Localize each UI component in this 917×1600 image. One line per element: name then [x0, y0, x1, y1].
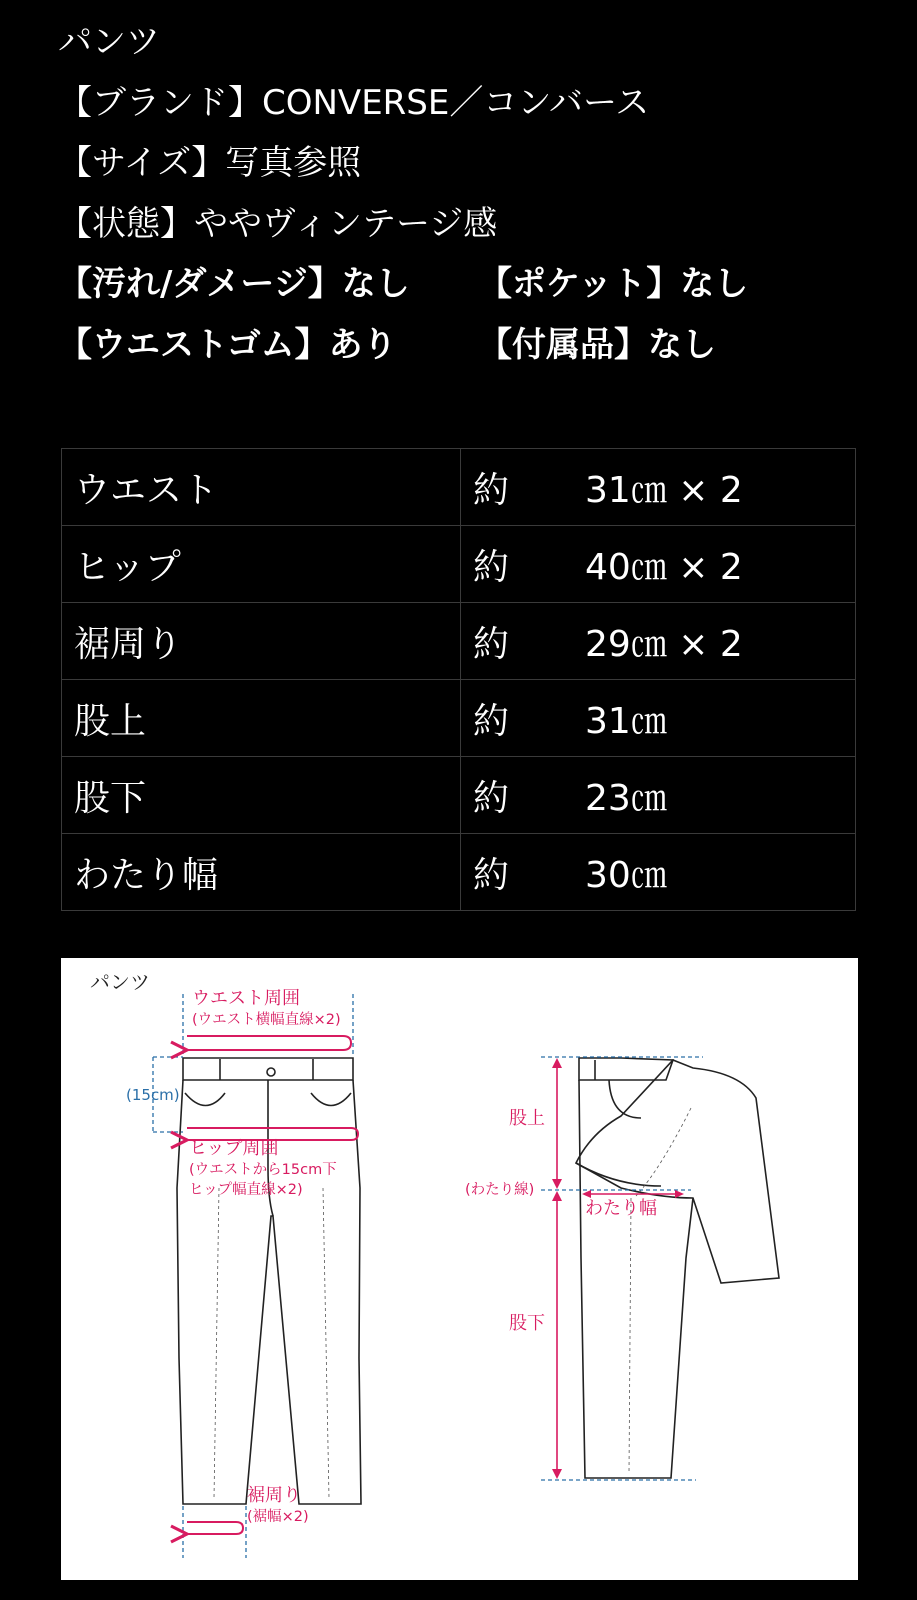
- hem-label: 裾周り: [247, 1485, 301, 1506]
- measure-name: ヒップ: [62, 526, 461, 603]
- size-row: [62, 449, 856, 526]
- approx-mark: 約: [473, 546, 510, 588]
- measure-value: 31㎝ × 2: [585, 469, 743, 511]
- measure-name: 股上: [62, 680, 461, 757]
- approx-mark: 約: [473, 700, 510, 742]
- size-table: [61, 448, 856, 911]
- measure-name: 股下: [62, 757, 461, 834]
- side-pants-outline: [576, 1058, 779, 1478]
- front-pants-outline: [177, 1058, 361, 1504]
- size-row: [62, 834, 856, 911]
- hem-note: (裾幅×2): [247, 1509, 309, 1525]
- pants-illustration: [61, 958, 858, 1580]
- size-row: [62, 603, 856, 680]
- measurement-diagram: [61, 958, 858, 1580]
- dirt-pocket-line: [58, 254, 748, 315]
- hip-note-2: ヒップ幅直線×2): [189, 1182, 303, 1198]
- approx-mark: 約: [473, 469, 510, 511]
- measure-value-cell: [461, 449, 856, 526]
- size-row: [62, 526, 856, 603]
- size-row: [62, 757, 856, 834]
- measure-value-cell: [461, 757, 856, 834]
- dirt-info: 【汚れ/ダメージ】なし: [58, 264, 410, 304]
- measure-name: ウエスト: [62, 449, 461, 526]
- hip-note-1: (ウエストから15cm下: [189, 1162, 337, 1178]
- item-title: パンツ: [58, 22, 160, 62]
- thigh-line-label: (わたり線): [465, 1182, 535, 1198]
- waist-label: ウエスト周囲: [192, 988, 300, 1009]
- measure-name: 裾周り: [62, 603, 461, 680]
- measure-value-cell: [461, 603, 856, 680]
- measure-value-cell: [461, 834, 856, 911]
- size-line: 【サイズ】写真参照: [58, 143, 362, 183]
- product-info: [58, 12, 748, 375]
- thigh-width-label: わたり幅: [585, 1198, 657, 1219]
- measure-name: わたり幅: [62, 834, 461, 911]
- measure-value-cell: [461, 680, 856, 757]
- measure-value: 40㎝ × 2: [585, 546, 743, 588]
- offset-label: (15cm): [126, 1086, 180, 1104]
- rubber-accessory-line: [58, 315, 748, 376]
- brand-line: 【ブランド】CONVERSE／コンバース: [58, 82, 650, 123]
- accessories-info: 【付属品】なし: [478, 324, 716, 365]
- measure-value-cell: [461, 526, 856, 603]
- condition-line: 【状態】ややヴィンテージ感: [58, 203, 498, 244]
- measure-value: 29㎝ × 2: [585, 623, 743, 665]
- hip-label: ヒップ周囲: [189, 1138, 279, 1159]
- approx-mark: 約: [473, 777, 510, 819]
- measure-value: 30㎝: [585, 854, 667, 896]
- waist-note: (ウエスト横幅直線×2): [192, 1012, 341, 1028]
- approx-mark: 約: [473, 623, 510, 665]
- rise-label: 股上: [509, 1108, 545, 1129]
- inseam-label: 股下: [509, 1313, 545, 1334]
- measure-value: 23㎝: [585, 777, 667, 819]
- pocket-info: 【ポケット】なし: [478, 264, 749, 304]
- measure-value: 31㎝: [585, 700, 667, 742]
- size-row: [62, 680, 856, 757]
- approx-mark: 約: [473, 854, 510, 896]
- diagram-title: パンツ: [90, 970, 150, 994]
- waist-rubber-info: 【ウエストゴム】あり: [58, 324, 397, 365]
